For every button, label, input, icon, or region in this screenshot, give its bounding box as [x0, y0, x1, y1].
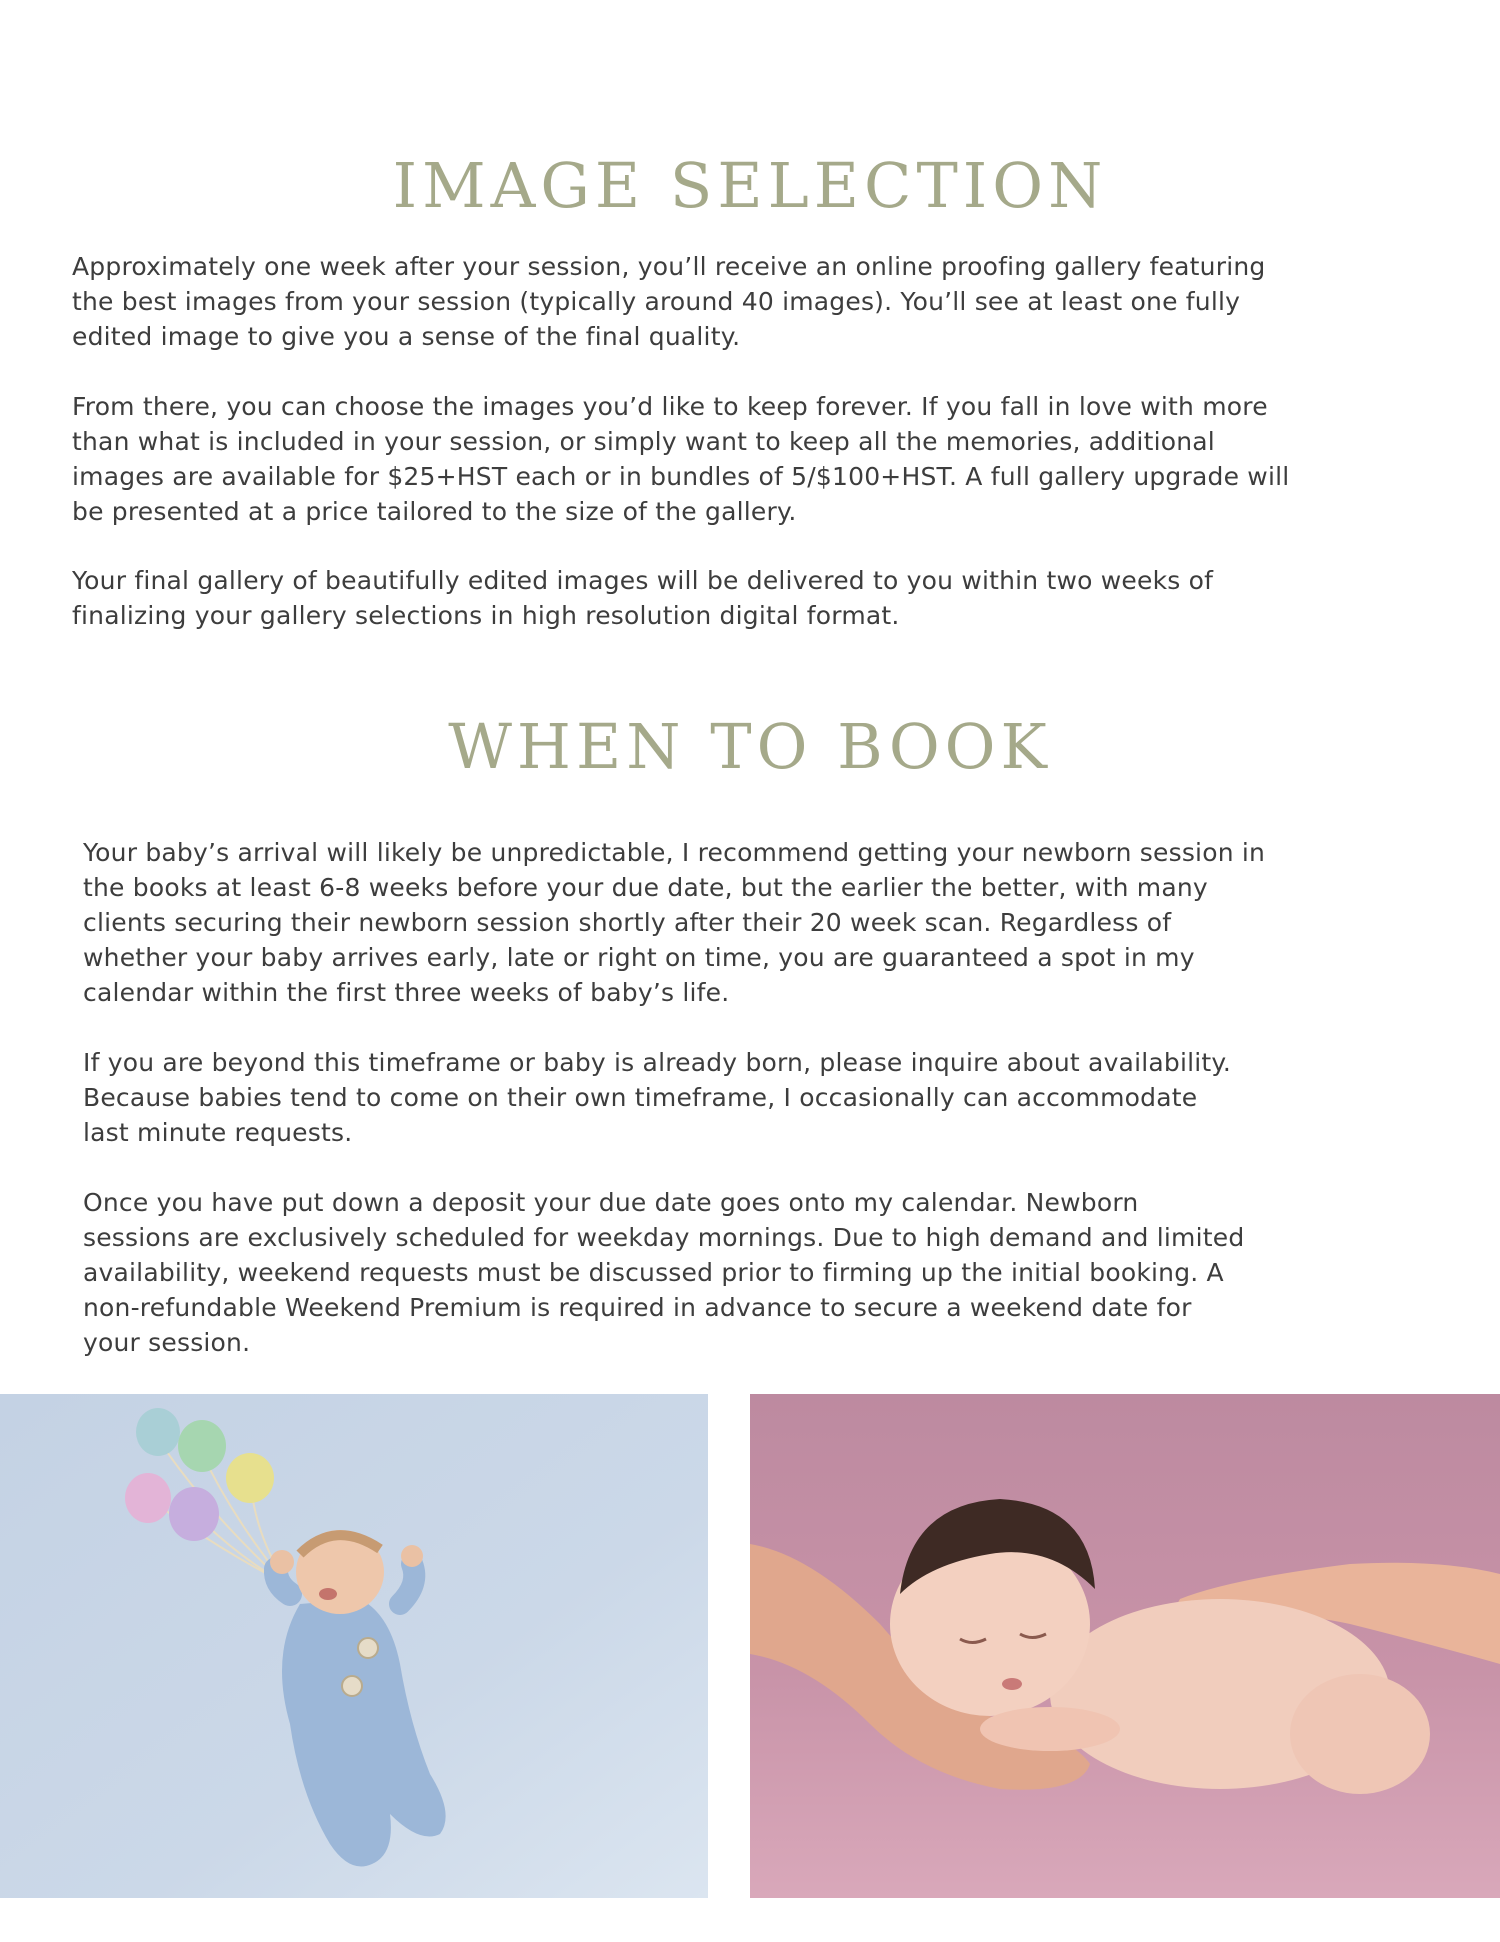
paragraph-line: clients securing their newborn session shortly after their 20 week scan. Regardless of: [83, 908, 1172, 937]
paragraph-line: Approximately one week after your session, you’ll receive an online proofing gallery featuring: [72, 252, 1266, 281]
newborn-balloons-photo: [0, 1394, 708, 1898]
paragraph-line: than what is included in your session, or simply want to keep all the memories, additional: [72, 427, 1215, 456]
image-selection-paragraph-2: [72, 389, 1289, 529]
paragraph-line: calendar within the first three weeks of baby’s life.: [83, 978, 730, 1007]
paragraph-line: Because babies tend to come on their own timeframe, I occasionally can accommodate: [83, 1083, 1198, 1112]
newborn-balloons-illustration: [0, 1394, 708, 1898]
paragraph-line: last minute requests.: [83, 1118, 353, 1147]
paragraph-line: If you are beyond this timeframe or baby is already born, please inquire about availability.: [83, 1048, 1231, 1077]
paragraph-line: Your final gallery of beautifully edited images will be delivered to you within two weeks of: [72, 566, 1214, 595]
paragraph-line: the best images from your session (typically around 40 images). You’ll see at least one fully: [72, 287, 1241, 316]
paragraph-line: Once you have put down a deposit your due date goes onto my calendar. Newborn: [83, 1188, 1139, 1217]
paragraph-line: Your baby’s arrival will likely be unpredictable, I recommend getting your newborn session in: [83, 838, 1266, 867]
paragraph-line: the books at least 6-8 weeks before your due date, but the earlier the better, with many: [83, 873, 1208, 902]
balloon-teal: [136, 1408, 180, 1456]
paragraph-line: non-refundable Weekend Premium is required in advance to secure a weekend date for: [83, 1293, 1192, 1322]
newborn-sleeping-illustration: [750, 1394, 1500, 1898]
balloon-green: [178, 1420, 226, 1472]
paragraph-line: finalizing your gallery selections in high resolution digital format.: [72, 601, 900, 630]
balloon-pink: [125, 1473, 171, 1523]
when-to-book-paragraph-3: [83, 1185, 1244, 1360]
balloon-yellow: [226, 1453, 274, 1503]
when-to-book-heading: WHEN TO BOOK: [448, 710, 1052, 783]
paragraph-line: edited image to give you a sense of the final quality.: [72, 322, 741, 351]
image-selection-paragraph-3: [72, 563, 1213, 633]
when-to-book-paragraph-1: [83, 835, 1265, 1010]
image-selection-heading: IMAGE SELECTION: [392, 149, 1108, 222]
paragraph-line: sessions are exclusively scheduled for weekday mornings. Due to high demand and limited: [83, 1223, 1245, 1252]
when-to-book-paragraph-2: [83, 1045, 1231, 1150]
paragraph-line: whether your baby arrives early, late or right on time, you are guaranteed a spot in my: [83, 943, 1195, 972]
paragraph-line: images are available for $25+HST each or in bundles of 5/$100+HST. A full gallery upgrade will: [72, 462, 1290, 491]
paragraph-line: your session.: [83, 1328, 251, 1357]
balloon-purple: [169, 1487, 219, 1541]
paragraph-line: be presented at a price tailored to the size of the gallery.: [72, 497, 797, 526]
image-selection-paragraph-1: [72, 249, 1265, 354]
paragraph-line: availability, weekend requests must be discussed prior to firming up the initial booking. A: [83, 1258, 1224, 1287]
newborn-sleeping-photo: [750, 1394, 1500, 1898]
paragraph-line: From there, you can choose the images you’d like to keep forever. If you fall in love with more: [72, 392, 1268, 421]
